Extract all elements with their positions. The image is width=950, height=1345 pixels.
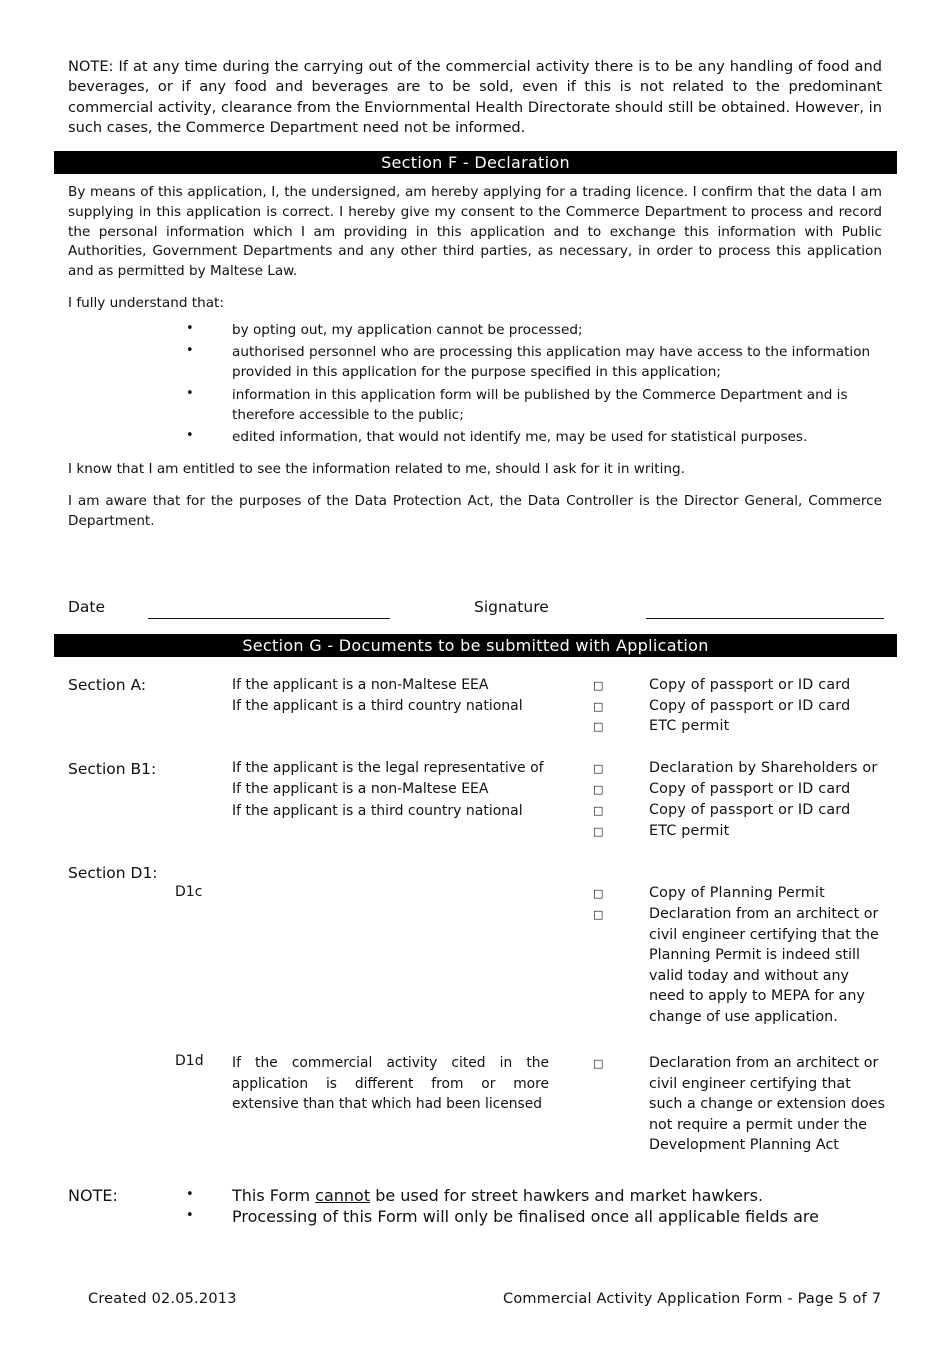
signature-field[interactable] (646, 618, 884, 619)
document-name: Copy of passport or ID card (649, 677, 851, 693)
document-checkbox[interactable]: □ (593, 825, 604, 838)
note-label: NOTE: (68, 1186, 118, 1205)
note-item-text: This Form (232, 1186, 316, 1205)
document-checkbox[interactable]: □ (593, 762, 604, 775)
bullet-icon: • (186, 321, 194, 336)
document-checkbox[interactable]: □ (593, 1057, 604, 1070)
document-name: Declaration from an architect or civil engineer certifying that the Planning Permit is indeed still valid today and without any need to apply to MEPA for any change of use application. (649, 906, 879, 1025)
bullet-icon: • (186, 428, 194, 443)
condition-text: If the applicant is a non-Maltese EEA (232, 677, 489, 693)
understand-item: authorised personnel who are processing this application may have access to the information provided in this application for the purpose specified in this application; (232, 344, 871, 381)
document-name: Copy of passport or ID card (649, 802, 851, 818)
bullet-icon: • (186, 1208, 194, 1223)
declaration-intro: By means of this application, I, the undersigned, am hereby applying for a trading licence. I confirm that the data I am supplying in this application is correct. I hereby give my consent to the Commerce Department to process and record the personal information which I am providing in this application and to exchange this information with Public Authorities, Government Departments and any other third parties, as necessary, in order to process this application and as permitted by Maltese Law. (68, 184, 882, 280)
document-checkbox[interactable]: □ (593, 679, 604, 692)
document-name: Declaration from an architect or civil engineer certifying that such a change or extension does not require a permit under the Development Planning Act (649, 1055, 885, 1153)
d1d-label: D1d (175, 1053, 204, 1069)
bullet-icon: • (186, 1187, 194, 1202)
document-checkbox[interactable]: □ (593, 700, 604, 713)
condition-text: If the applicant is the legal representative of (232, 760, 544, 776)
document-checkbox[interactable]: □ (593, 804, 604, 817)
document-name: ETC permit (649, 718, 730, 734)
footer-created: Created 02.05.2013 (88, 1291, 237, 1307)
document-checkbox[interactable]: □ (593, 720, 604, 733)
document-name: Copy of passport or ID card (649, 781, 851, 797)
food-handling-note: NOTE: If at any time during the carrying out of the commercial activity there is to be any handling of food and beverages, or if any food and beverages are to be sold, even if this is not related to the predominant commercial activity, clearance from the Enviornmental Health Directorate should still be obtained. However, in such cases, the Commerce Department need not be informed. (68, 58, 882, 137)
document-name: Declaration by Shareholders or (649, 760, 878, 776)
bullet-icon: • (186, 343, 194, 358)
condition-text: If the applicant is a third country national (232, 803, 523, 819)
section-g-header: Section G - Documents to be submitted with Application (54, 634, 897, 657)
section-f-header: Section F - Declaration (54, 151, 897, 174)
section-d1-label: Section D1: (68, 864, 158, 882)
signature-label: Signature (474, 598, 549, 616)
note-item (232, 1185, 763, 1206)
date-field[interactable] (148, 618, 390, 619)
document-name: Copy of passport or ID card (649, 698, 851, 714)
note-item: Processing of this Form will only be finalised once all applicable fields are (232, 1207, 819, 1226)
note-item-emphasis: cannot (315, 1186, 371, 1205)
document-checkbox[interactable]: □ (593, 783, 604, 796)
section-b1-label: Section B1: (68, 760, 157, 778)
document-checkbox[interactable]: □ (593, 887, 604, 900)
understand-item: information in this application form will be published by the Commerce Department and is therefore accessible to the public; (232, 387, 848, 424)
document-name: Copy of Planning Permit (649, 885, 825, 901)
condition-text: If the applicant is a non-Maltese EEA (232, 781, 489, 797)
document-name: ETC permit (649, 823, 730, 839)
document-checkbox[interactable]: □ (593, 908, 604, 921)
section-a-label: Section A: (68, 676, 147, 694)
entitled-statement: I know that I am entitled to see the information related to me, should I ask for it in writing. (68, 461, 685, 477)
understand-heading: I fully understand that: (68, 295, 224, 311)
data-controller-statement: I am aware that for the purposes of the Data Protection Act, the Data Controller is the Director General, Commerce Department. (68, 493, 882, 529)
condition-text: If the commercial activity cited in the application is different from or more extensive than that which had been licensed (232, 1055, 549, 1112)
note-item-text: be used for street hawkers and market hawkers. (370, 1186, 764, 1205)
bullet-icon: • (186, 386, 194, 401)
understand-item: edited information, that would not identify me, may be used for statistical purposes. (232, 429, 808, 445)
date-label: Date (68, 598, 106, 616)
footer-page: Commercial Activity Application Form - Page 5 of 7 (503, 1291, 882, 1307)
d1c-label: D1c (175, 884, 203, 900)
understand-item: by opting out, my application cannot be processed; (232, 322, 583, 338)
condition-text: If the applicant is a third country national (232, 698, 523, 714)
